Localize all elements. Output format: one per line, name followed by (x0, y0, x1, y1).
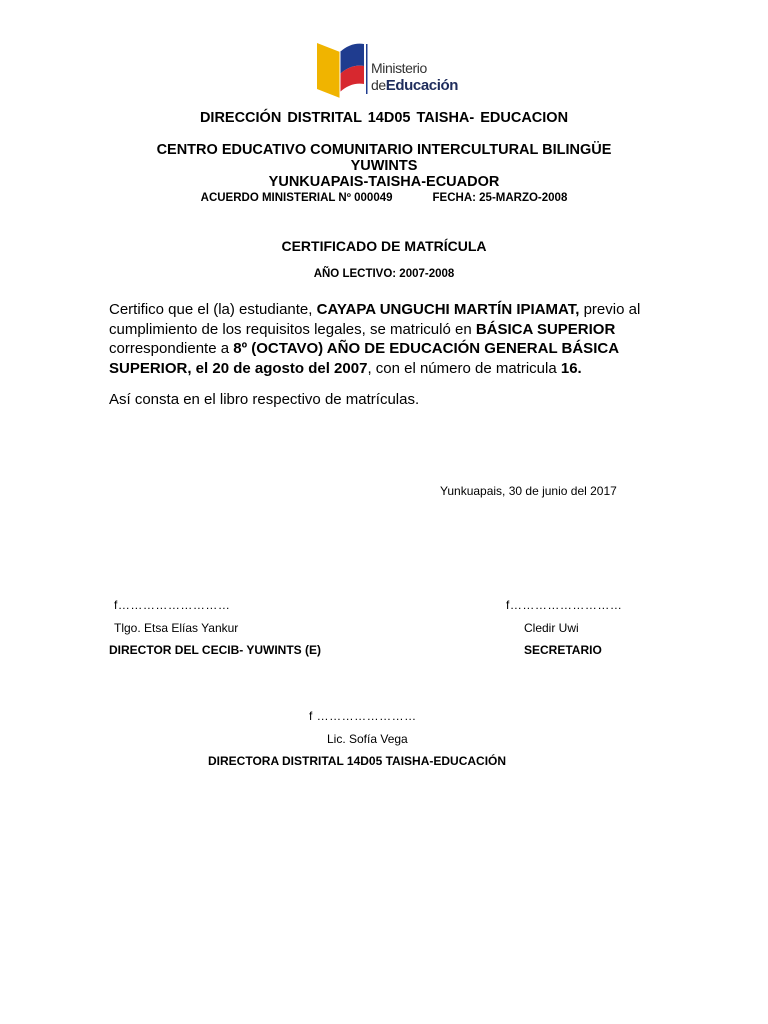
ministerio-logo (314, 40, 464, 100)
district-director-name: Lic. Sofía Vega (327, 732, 408, 746)
school-year: AÑO LECTIVO: 2007-2008 (313, 268, 455, 280)
body-text-1: Certifico que el (la) estudiante, (109, 301, 317, 318)
student-name: CAYAPA UNGUCHI MARTÍN IPIAMAT, (316, 301, 580, 318)
agreement-number: ACUERDO MINISTERIAL Nº 000049 (200, 192, 393, 204)
logo-line2 (371, 77, 458, 94)
body-text-2: previo al cumplimiento de los requisitos legales, se matriculó en (109, 301, 641, 338)
secretary-role: SECRETARIO (524, 643, 602, 657)
director-signature-line: f……………………… (114, 598, 231, 612)
director-role: DIRECTOR DEL CECIB- YUWINTS (E) (109, 643, 322, 657)
enrollment-number: 16. (560, 359, 582, 377)
secretary-signature-line: f……………………… (506, 598, 623, 612)
logo-line2-main: Educación (385, 77, 459, 94)
education-level: BÁSICA SUPERIOR (475, 320, 616, 338)
logo-line2-prefix: de (371, 77, 386, 93)
certificate-body (109, 300, 659, 378)
secretary-name: Cledir Uwi (524, 621, 579, 635)
place-and-date: Yunkuapais, 30 de junio del 2017 (440, 484, 617, 498)
agreement-date: FECHA: 25-MARZO-2008 (432, 192, 568, 204)
grade-and-date: 8º (OCTAVO) AÑO DE EDUCACIÓN GENERAL BÁSICA SUPERIOR, el 20 de agosto del 2007 (109, 340, 619, 377)
school-name (0, 142, 768, 190)
logo-line1: Ministerio (371, 60, 427, 76)
agreement-line (0, 192, 768, 204)
school-name-line1: CENTRO EDUCATIVO COMUNITARIO INTERCULTURAL BILINGÜE (156, 142, 612, 158)
document-title: CERTIFICADO DE MATRÍCULA (281, 238, 487, 254)
school-name-line2: YUWINTS (350, 158, 418, 174)
school-location: YUNKUAPAIS-TAISHA-ECUADOR (268, 174, 500, 190)
district-signature-line: f …………………… (309, 709, 417, 723)
director-name: Tlgo. Etsa Elías Yankur (114, 621, 239, 635)
body-text-3: correspondiente a (109, 340, 234, 357)
closing-statement: Así consta en el libro respectivo de matrículas. (109, 391, 420, 408)
district-heading: DIRECCIÓN DISTRITAL 14D05 TAISHA- EDUCACION (199, 110, 569, 126)
body-text-4: , con el número de matricula (367, 359, 561, 377)
ministerio-emblem-icon (314, 40, 370, 100)
district-director-role: DIRECTORA DISTRITAL 14D05 TAISHA-EDUCACIÓN (208, 754, 507, 768)
